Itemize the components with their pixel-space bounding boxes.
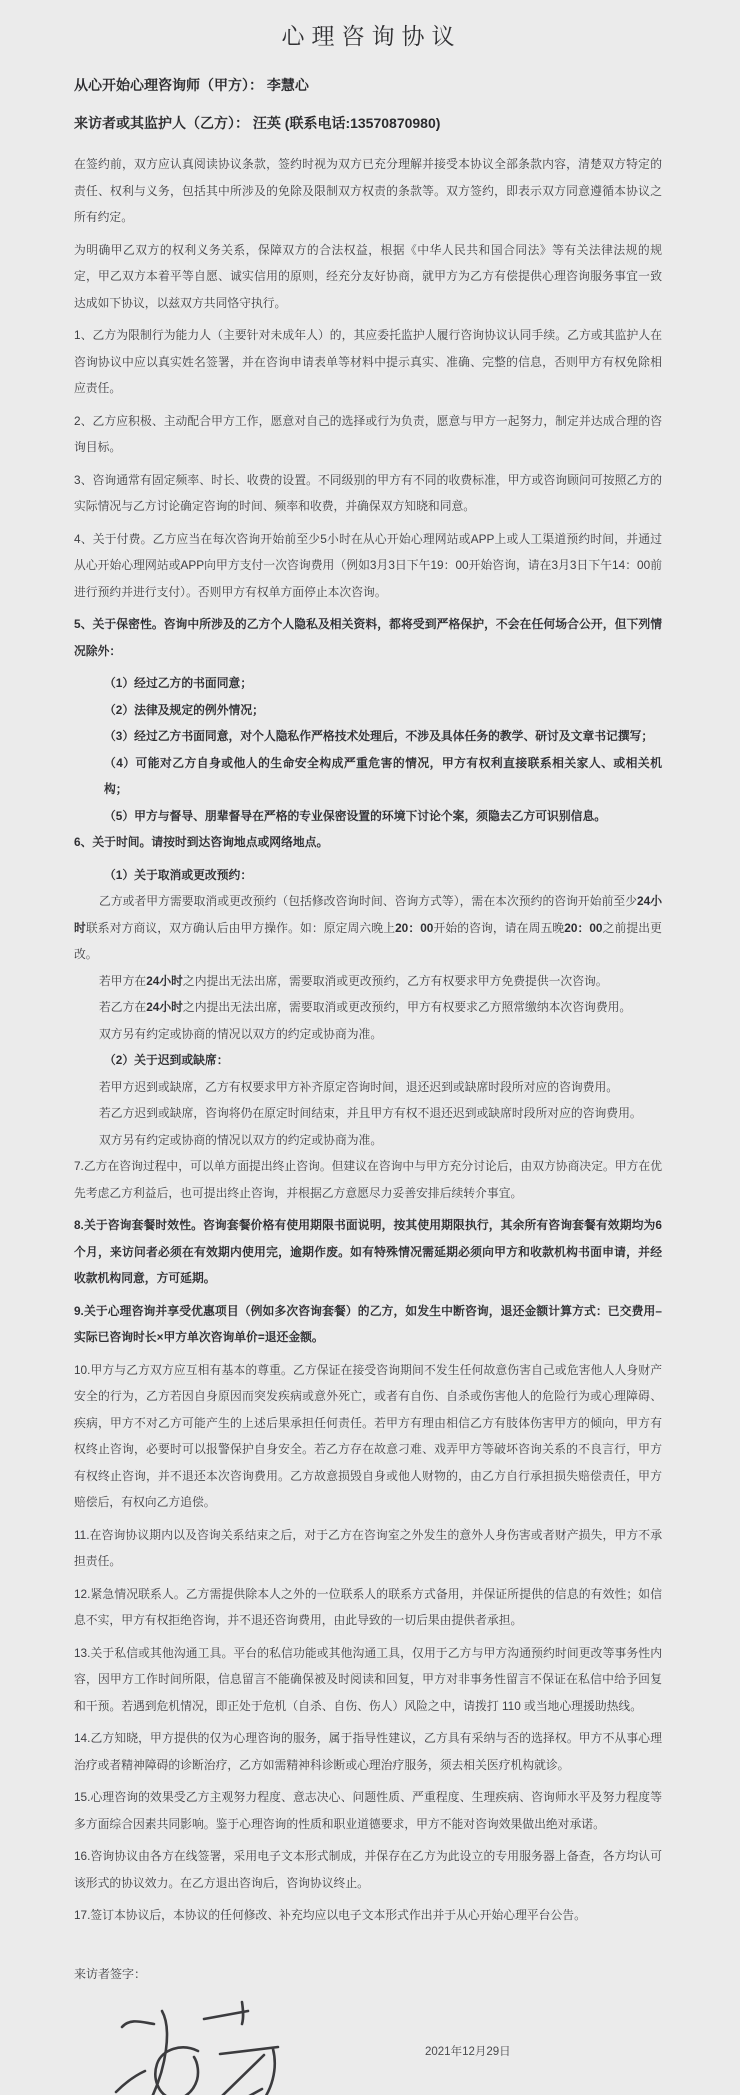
paragraph-21: 若乙方迟到或缺席，咨询将仍在原定时间结束，并且甲方有权不退还迟到或缺席时段所对应的咨询费用。 — [99, 1106, 642, 1120]
paragraph-28: 12.紧急情况联系人。乙方需提供除本人之外的一位联系人的联系方式备用，并保证所提供的信息的有效性；如信息不实，甲方有权拒绝咨询，并不退还咨询费用，由此导致的一切后果由提供者承担。 — [74, 1586, 662, 1627]
paragraph-15: 乙方或者甲方需要取消或更改预约（包括修改咨询时间、咨询方式等），需在本次预约的咨询开始前至少24小时联系对方商议，双方确认后由甲方操作。如：原定周六晚上20：00开始的咨询，请在周五晚20：00之前提出更改。 — [74, 894, 662, 961]
paragraph-8: （1）经过乙方的书面同意； — [104, 676, 253, 690]
paragraph-32: 16.咨询协议由各方在线签署，采用电子文本形式制成，并保存在乙方为此设立的专用服务器上备查，各方均认可该形式的协议效力。在乙方退出咨询后，咨询协议终止。 — [74, 1849, 662, 1890]
paragraph-26: 10.甲方与乙方双方应互相有基本的尊重。乙方保证在接受咨询期间不发生任何故意伤害自己或危害他人人身财产安全的行为，乙方若因自身原因而突发疾病或意外死亡，或者有自伤、自杀或伤害他人的危险行为或心理障碍、疾病，甲方不对乙方可能产生的上述后果承担任何责任。若甲方有理由相信乙方有肢体伤害甲方的倾向，甲方有权终止咨询，必要时可以报警保护自身安全。若乙方存在故意刁难、戏弄甲方等破坏咨询关系的不良言行，甲方有权终止咨询，并不退还本次咨询费用。乙方故意损毁自身或他人财物的，由乙方自行承担损失赔偿责任，甲方赔偿后，有权向乙方追偿。 — [74, 1362, 662, 1509]
paragraph-9: （2）法律及规定的例外情况； — [104, 702, 264, 717]
paragraph-10: （3）经过乙方书面同意，对个人隐私作严格技术处理后，不涉及具体任务的教学、研讨及文章书记撰写； — [104, 729, 654, 743]
paragraph-19: （2）关于迟到或缺席： — [104, 1053, 229, 1067]
party-b-line: 来访者或其监护人（乙方）： 汪英 (联系电话:13570870980) — [74, 115, 441, 131]
paragraph-14: （1）关于取消或更改预约： — [104, 867, 253, 882]
paragraph-6: 4、关于付费。乙方应当在每次咨询开始前至少5小时在从心开始心理网站或APP上或人工渠道预约时间，并通过从心开始心理网站或APP向甲方支付一次咨询费用（例如3月3日下午19：00开始咨询，请在3月3日下午14：00前进行预约并进行支付）。否则甲方有权单方面停止本次咨询。 — [74, 531, 662, 599]
signature-stroke — [122, 2021, 154, 2027]
paragraph-16: 若甲方在24小时之内提出无法出席，需要取消或更改预约，乙方有权要求甲方免费提供一次咨询。 — [99, 973, 608, 988]
paragraph-2: 为明确甲乙双方的权利义务关系，保障双方的合法权益，根据《中华人民共和国合同法》等有关法律法规的规定，甲乙双方本着平等自愿、诚实信用的原则，经充分友好协商，就甲方为乙方有偿提供心理咨询服务事宜一致达成如下协议，以兹双方共同恪守执行。 — [74, 242, 662, 310]
paragraph-11: （4）可能对乙方自身或他人的生命安全构成严重危害的情况，甲方有权利直接联系相关家人、或相关机构； — [104, 755, 662, 796]
signature-stroke — [116, 2071, 145, 2092]
paragraph-12: （5）甲方与督导、朋辈督导在严格的专业保密设置的环境下讨论个案，须隐去乙方可识别信息。 — [104, 808, 607, 823]
signature-stroke — [204, 2011, 248, 2019]
paragraph-24: 8.关于咨询套餐时效性。咨询套餐价格有使用期限书面说明，按其使用期限执行，其余所有咨询套餐有效期均为6个月，来访问者必须在有效期内使用完，逾期作废。如有特殊情况需延期必须向甲方和收款机构书面申请，并经收款机构同意，方可延期。 — [74, 1218, 662, 1285]
paragraph-25: 9.关于心理咨询并享受优惠项目（例如多次咨询套餐）的乙方，如发生中断咨询，退还金额计算方式：已交费用–实际已咨询时长×甲方单次咨询单价=退还金额。 — [74, 1303, 662, 1344]
paragraph-29: 13.关于私信或其他沟通工具。平台的私信功能或其他沟通工具，仅用于乙方与甲方沟通预约时间更改等事务性内容，因甲方工作时间所限，信息留言不能确保被及时阅读和回复，甲方对非事务性留言不保证在私信中给予回复和干预。若遇到危机情况，即正处于危机（自杀、自伤、伤人）风险之中，请拨打 110 或当地心理援助热线。 — [74, 1645, 662, 1713]
paragraph-27: 11.在咨询协议期内以及咨询关系结束之后，对于乙方在咨询室之外发生的意外人身伤害或者财产损失，甲方不承担责任。 — [74, 1527, 662, 1568]
paragraph-17: 若乙方在24小时之内提出无法出席，需要取消或更改预约，甲方有权要求乙方照常缴纳本次咨询费用。 — [99, 1000, 632, 1014]
paragraph-22: 双方另有约定或协商的情况以双方的约定或协商为准。 — [99, 1132, 383, 1147]
paragraph-23: 7.乙方在咨询过程中，可以单方面提出终止咨询。但建议在咨询中与甲方充分讨论后，由双方协商决定。甲方在优先考虑乙方利益后，也可提出终止咨询，并根据乙方意愿尽力妥善安排后续转介事宜。 — [74, 1159, 662, 1200]
signature-stroke — [220, 2047, 278, 2054]
signature-stroke — [242, 2002, 243, 2024]
party-a-line: 从心开始心理咨询师（甲方）： 李慧心 — [74, 77, 309, 93]
signature-image — [100, 1997, 310, 2095]
paragraph-31: 15.心理咨询的效果受乙方主观努力程度、意志决心、问题性质、严重程度、生理疾病、咨询师水平及努力程度等多方面综合因素共同影响。鉴于心理咨询的性质和职业道德要求，甲方不能对咨询效果做出绝对承诺。 — [74, 1790, 662, 1831]
paragraph-33: 17.签订本协议后，本协议的任何修改、补充均应以电子文本形式作出并于从心开始心理平台公告。 — [74, 1908, 586, 1922]
paragraph-4: 2、乙方应积极、主动配合甲方工作，愿意对自己的选择或行为负责，愿意与甲方一起努力，制定并达成合理的咨询目标。 — [74, 413, 662, 454]
paragraph-1: 在签约前，双方应认真阅读协议条款，签约时视为双方已充分理解并接受本协议全部条款内容，清楚双方特定的责任、权利与义务，包括其中所涉及的免除及限制双方权责的条款等。双方签约，即表示双方同意遵循本协议之所有约定。 — [74, 157, 662, 224]
paragraph-7: 5、关于保密性。咨询中所涉及的乙方个人隐私及相关资料，都将受到严格保护，不会在任何场合公开，但下列情况除外： — [74, 617, 662, 658]
paragraph-13: 6、关于时间。请按时到达咨询地点或网络地点。 — [74, 835, 329, 849]
document-title: 心理咨询协议 — [281, 23, 462, 49]
paragraph-20: 若甲方迟到或缺席，乙方有权要求甲方补齐原定咨询时间，退还迟到或缺席时段所对应的咨询费用。 — [99, 1079, 619, 1094]
paragraph-18: 双方另有约定或协商的情况以双方的约定或协商为准。 — [99, 1026, 383, 1041]
paragraph-5: 3、咨询通常有固定频率、时长、收费的设置。不同级别的甲方有不同的收费标准，甲方或咨询顾问可按照乙方的实际情况与乙方讨论确定咨询的时间、频率和收费，并确保双方知晓和同意。 — [74, 472, 662, 513]
paragraph-3: 1、乙方为限制行为能力人（主要针对未成年人）的，其应委托监护人履行咨询协议认同手续。乙方或其监护人在咨询协议中应以真实姓名签署，并在咨询申请表单等材料中提示真实、准确、完整的信息，否则甲方有权免除相应责任。 — [74, 328, 662, 395]
date-label: 2021年12月29日 — [425, 2046, 511, 2058]
signature-label: 来访者签字： — [74, 1966, 147, 1981]
agreement-body — [74, 151, 662, 1929]
signature-stroke — [227, 2049, 275, 2095]
paragraph-30: 14.乙方知晓，甲方提供的仅为心理咨询的服务，属于指导性建议，乙方具有采纳与否的选择权。甲方不从事心理治疗或者精神障碍的诊断治疗，乙方如需精神科诊断或心理治疗服务，须去相关医疗机构就诊。 — [74, 1731, 662, 1772]
